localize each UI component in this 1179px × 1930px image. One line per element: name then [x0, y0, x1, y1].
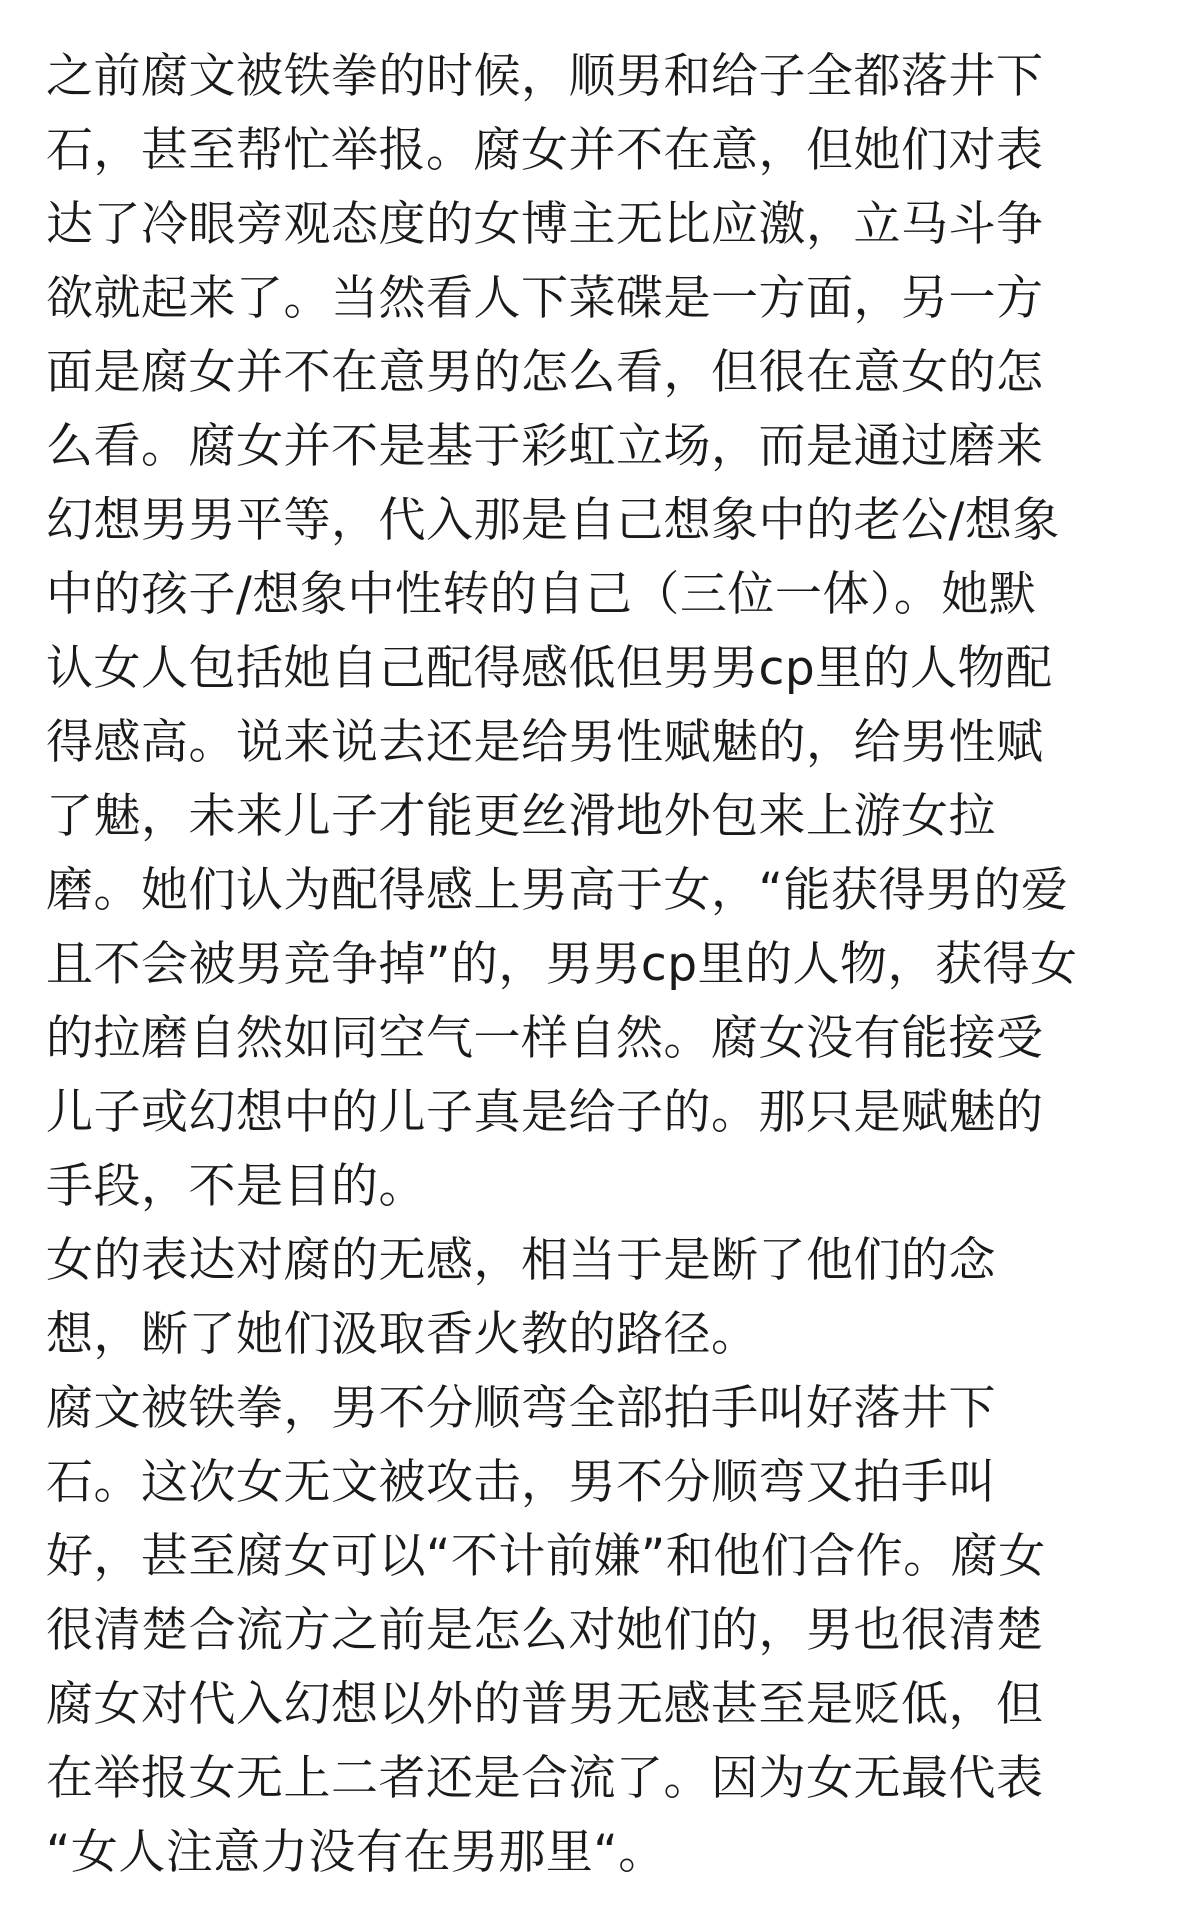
- post-body: [46, 40, 1146, 1890]
- text-line: 在举报女无上二者还是合流了。因为女无最代表: [46, 1751, 1044, 1806]
- text-line: 手段，不是目的。: [46, 1159, 426, 1214]
- text-line: 儿子或幻想中的儿子真是给子的。那只是赋魅的: [46, 1085, 1044, 1140]
- text-line: 之前腐文被铁拳的时候，顺男和给子全都落井下: [46, 49, 1044, 104]
- text-line: 幻想男男平等，代入那是自己想象中的老公/想象: [46, 493, 1060, 548]
- text-line: 的拉磨自然如同空气一样自然。腐女没有能接受: [46, 1011, 1044, 1066]
- text-line: 且不会被男竞争掉”的，男男cp里的人物，获得女: [46, 937, 1078, 992]
- text-line: “女人注意力没有在男那里“。: [46, 1825, 666, 1880]
- text-line: 女的表达对腐的无感，相当于是断了他们的念: [46, 1233, 996, 1288]
- text-line: 好，甚至腐女可以“不计前嫌”和他们合作。腐女: [46, 1529, 1046, 1584]
- text-line: 面是腐女并不在意男的怎么看，但很在意女的怎: [46, 345, 1044, 400]
- text-line: 么看。腐女并不是基于彩虹立场，而是通过磨来: [46, 419, 1044, 474]
- text-line: 很清楚合流方之前是怎么对她们的，男也很清楚: [46, 1603, 1044, 1658]
- text-line: 石。这次女无文被攻击，男不分顺弯又拍手叫: [46, 1455, 996, 1510]
- text-line: 了魅，未来儿子才能更丝滑地外包来上游女拉: [46, 789, 996, 844]
- text-line: 腐文被铁拳，男不分顺弯全部拍手叫好落井下: [46, 1381, 996, 1436]
- text-line: 磨。她们认为配得感上男高于女，“能获得男的爱: [46, 863, 1069, 918]
- text-line: 欲就起来了。当然看人下菜碟是一方面，另一方: [46, 271, 1044, 326]
- text-line: 得感高。说来说去还是给男性赋魅的，给男性赋: [46, 715, 1044, 770]
- text-line: 中的孩子/想象中性转的自己（三位一体）。她默: [46, 567, 1037, 622]
- text-line: 想，断了她们汲取香火教的路径。: [46, 1307, 759, 1362]
- text-line: 达了冷眼旁观态度的女博主无比应激，立马斗争: [46, 197, 1044, 252]
- text-line: 石，甚至帮忙举报。腐女并不在意，但她们对表: [46, 123, 1044, 178]
- text-line: 认女人包括她自己配得感低但男男cp里的人物配: [46, 641, 1053, 696]
- text-line: 腐女对代入幻想以外的普男无感甚至是贬低，但: [46, 1677, 1044, 1732]
